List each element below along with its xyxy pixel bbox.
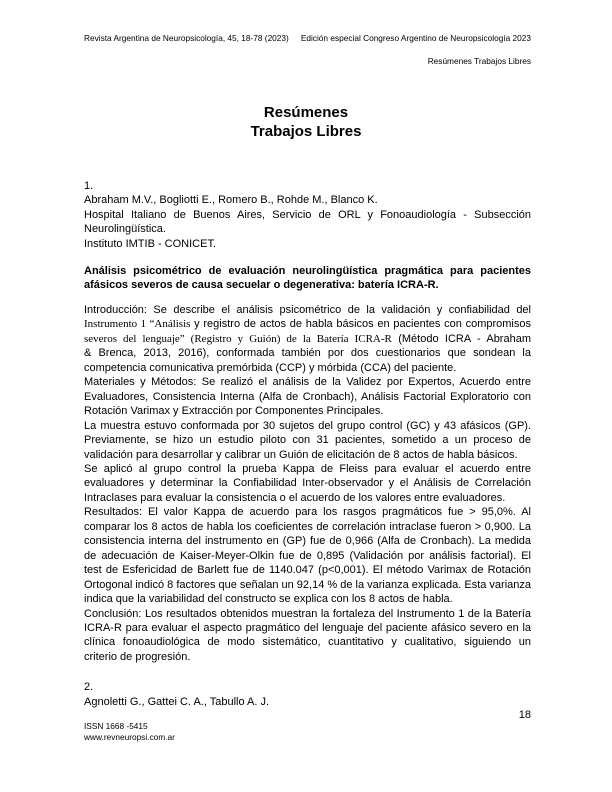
text-segment: Evaluadores, Consistencia Interna (Alfa de Cronbach), Análisis Factorial Exploratorio con <box>84 390 531 403</box>
page-title-line-1: Resúmenes <box>263 104 349 121</box>
header-journal-line: Revista Argentina de Neuropsicología, 45, 18-78 (2023) <box>84 33 289 43</box>
text-line <box>84 390 531 404</box>
text-line <box>84 491 531 505</box>
text-line <box>84 563 531 577</box>
text-segment: test de Esfericidad de Barlett fue de 1140.047 (p<0,001). El método Varimax de Rotación <box>84 564 531 577</box>
text-line <box>84 650 531 664</box>
text-line <box>84 278 531 292</box>
text-line <box>84 303 531 317</box>
text-segment: Análisis psicométrico de evaluación neurolingüística pragmática para pacientes <box>84 265 531 277</box>
text-segment: de adecuación de Kaiser-Meyer-Olkin fue de 0,895 (Validación por análisis factorial). El <box>84 549 531 562</box>
abstract2-authors: Agnoletti G., Gattei C. A., Tabullo A. J. <box>84 696 270 708</box>
page-title-line-2: Trabajos Libres <box>250 123 362 140</box>
footer-issn: ISSN 1668 -5415 <box>84 721 148 731</box>
text-segment: indica que la variabilidad del constructo se explica con los 8 actos de habla. <box>84 593 453 606</box>
abstract-number: 1. <box>84 180 94 192</box>
text-line <box>84 549 531 563</box>
text-segment: y registro de actos de habla básicos en pacientes con compromisos <box>190 318 531 331</box>
abstract-authors: Abraham M.V., Bogliotti E., Romero B., Rohde M., Blanco K. <box>84 194 378 206</box>
text-line <box>84 621 531 635</box>
abstract-affiliation <box>84 208 531 237</box>
text-line <box>84 534 531 548</box>
text-segment: (Método ICRA - Abraham <box>391 332 531 345</box>
text-line <box>84 476 531 490</box>
page-header <box>84 33 531 43</box>
serif-text-segment: Instrumento 1 “Análisis <box>84 318 191 331</box>
text-segment: criterio de progresión. <box>84 650 191 663</box>
abstract2-number: 2. <box>84 681 94 693</box>
serif-text-segment: severos del lenguaje” (Registro y Guión) de la Batería ICRA-R <box>84 332 392 345</box>
text-line <box>84 346 531 360</box>
text-line <box>84 448 531 462</box>
abstract-institute: Instituto IMTIB - CONICET. <box>84 238 217 250</box>
text-segment: ICRA-R para evaluar el aspecto pragmático del lenguaje del paciente afásico severo en la <box>84 621 531 634</box>
text-segment: Se aplicó al grupo control la prueba Kappa de Fleiss para evaluar el acuerdo entre <box>84 462 531 475</box>
text-segment: Ortogonal indicó 8 factores que señalan un 92,14 % de la varianza explicada. Esta varianza <box>84 578 532 591</box>
text-line <box>84 404 531 418</box>
text-line <box>84 592 531 606</box>
text-segment: Previamente, se hizo un estudio piloto con 31 pacientes, sometido a un proceso de <box>84 434 531 447</box>
text-segment: Intraclases para evaluar la consistencia o el acuerdo de los valores entre evaluadores. <box>84 491 506 504</box>
text-segment: Hospital Italiano de Buenos Aires, Servicio de ORL y Fonoaudiología - Subsección <box>84 209 531 221</box>
text-line <box>84 317 531 331</box>
text-line <box>84 419 531 433</box>
text-line <box>84 361 531 375</box>
text-line <box>84 264 531 278</box>
text-segment: Neurolingüística. <box>84 223 166 236</box>
text-line <box>84 375 531 389</box>
text-segment: Resultados: El valor Kappa de acuerdo para los rasgos pragmáticos fue > 95,0%. Al <box>84 506 531 519</box>
text-line <box>84 635 531 649</box>
header-edition-line: Edición especial Congreso Argentino de Neuropsicología 2023 <box>300 33 531 43</box>
text-segment: La muestra estuvo conformada por 30 sujetos del grupo control (GC) y 43 afásicos (GP). <box>84 419 531 432</box>
running-head: Resúmenes Trabajos Libres <box>427 56 531 66</box>
text-segment: Conclusión: Los resultados obtenidos muestran la fortaleza del Instrumento 1 de la Batería <box>84 607 531 620</box>
text-line <box>84 578 531 592</box>
page-number: 18 <box>518 709 531 721</box>
text-line <box>84 433 531 447</box>
text-segment: afásicos severos de causa secuelar o degenerativa: batería ICRA-R. <box>84 279 439 292</box>
text-line <box>84 462 531 476</box>
abstract-body <box>84 303 531 664</box>
text-segment: Introducción: Se describe el análisis psicométrico de la validación y confiabilidad del <box>84 304 531 316</box>
text-segment: Materiales y Métodos: Se realizó el análisis de la Validez por Expertos, Acuerdo entre <box>84 376 531 389</box>
page-title <box>0 103 612 141</box>
text-segment: comparar los 8 actos de habla los coeficientes de correlación intraclase fueron > 0,900. La <box>84 520 531 533</box>
text-line <box>84 208 531 222</box>
text-line <box>84 222 531 236</box>
text-segment: & Brenca, 2013, 2016), conformada también por dos cuestionarios que sondean la <box>84 347 531 360</box>
text-line <box>84 332 531 346</box>
text-line <box>84 520 531 534</box>
text-line <box>84 607 531 621</box>
text-segment: consistencia interna del instrumento en (GP) fue de 0,966 (Alfa de Cronbach). La medida <box>84 535 531 548</box>
text-line <box>84 505 531 519</box>
footer-website: www.revneuropsi.com.ar <box>84 732 175 742</box>
text-segment: competencia comunicativa premórbida (CCP) y mórbida (CCA) del paciente. <box>84 361 457 374</box>
text-segment: validación para desarrollar y calibrar un Guión de elicitación de 8 actos de habla básicos. <box>84 448 518 461</box>
abstract-title <box>84 264 531 293</box>
text-segment: clínica fonoaudiológica de modo sistemático, cuantitativo y cualitativo, siguiendo un <box>84 636 531 649</box>
text-segment: evaluadores y determinar la Confiabilidad Inter-observador y el Análisis de Correlación <box>84 477 531 490</box>
text-segment: Rotación Varimax y Extracción por Componentes Principales. <box>84 405 384 418</box>
